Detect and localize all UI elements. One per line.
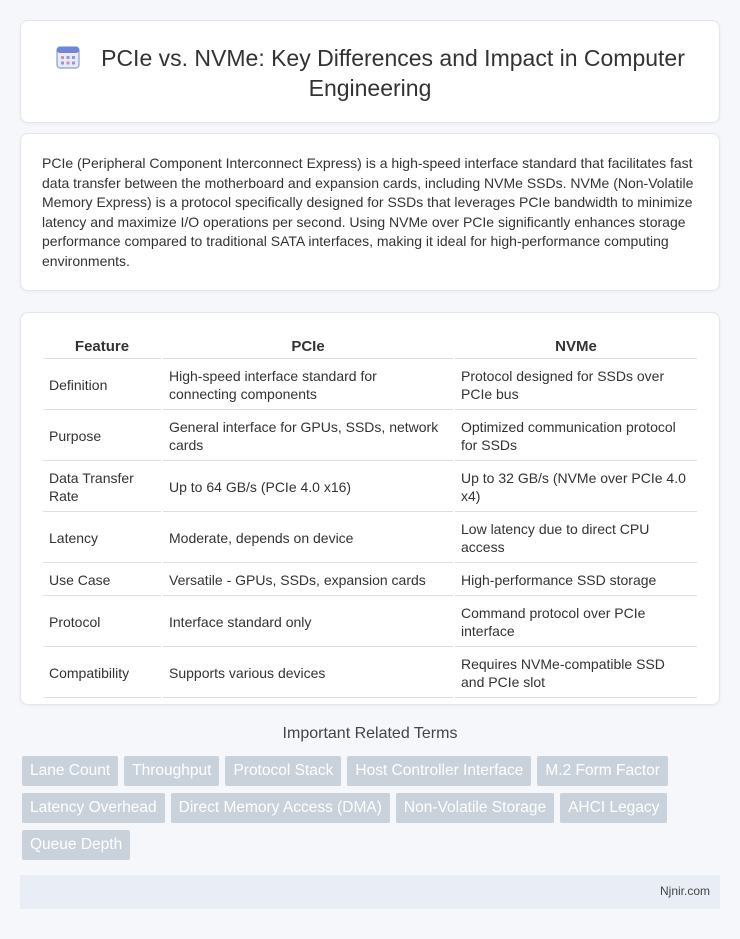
table-row — [43, 463, 697, 512]
row-feature: Compatibility — [43, 649, 161, 698]
table-row — [43, 598, 697, 647]
row-feature: Use Case — [43, 565, 161, 596]
header-pcie: PCIe — [163, 335, 453, 359]
related-term-tag[interactable]: Latency Overhead — [22, 793, 165, 823]
header-feature: Feature — [43, 335, 161, 359]
related-term-tag[interactable]: Lane Count — [22, 756, 118, 786]
related-term-tag[interactable]: Direct Memory Access (DMA) — [171, 793, 390, 823]
row-nvme: Requires NVMe-compatible SSD and PCIe slot — [455, 649, 697, 698]
row-feature: Purpose — [43, 412, 161, 461]
row-pcie: Moderate, depends on device — [163, 514, 453, 563]
table-header-row — [43, 335, 697, 359]
table-row — [43, 565, 697, 596]
row-feature: Data Transfer Rate — [43, 463, 161, 512]
footer-brand[interactable]: Njnir.com — [659, 884, 710, 898]
page-title: PCIe vs. NVMe: Key Differences and Impact in Computer Engineering — [101, 45, 685, 101]
row-nvme: Protocol designed for SSDs over PCIe bus — [455, 361, 697, 410]
table-row — [43, 361, 697, 410]
footer — [20, 875, 720, 909]
comparison-table-card — [20, 312, 720, 705]
row-feature: Definition — [43, 361, 161, 410]
title-card — [20, 20, 720, 123]
related-term-tag[interactable]: AHCI Legacy — [560, 793, 667, 823]
row-feature: Latency — [43, 514, 161, 563]
page-title-wrap — [41, 43, 699, 103]
table-row — [43, 412, 697, 461]
row-pcie: Up to 64 GB/s (PCIe 4.0 x16) — [163, 463, 453, 512]
row-nvme: Up to 32 GB/s (NVMe over PCIe 4.0 x4) — [455, 463, 697, 512]
intro-card — [20, 133, 720, 291]
calendar-icon — [55, 44, 81, 70]
comparison-table — [41, 333, 699, 700]
intro-paragraph: PCIe (Peripheral Component Interconnect Express) is a high-speed interface standard that facilitates fast data transfer between the motherboard and expansion cards, including NVMe SSDs. NVMe (Non-Volatile Memory Express) is a protocol specifically designed for SSDs that leverages PCIe bandwidth to minimize latency and maximize I/O operations per second. Using NVMe over PCIe significantly enhances storage performance compared to traditional SATA interfaces, making it ideal for high-performance computing environments. — [42, 155, 694, 269]
related-term-tag[interactable]: M.2 Form Factor — [537, 756, 668, 786]
related-term-tag[interactable]: Host Controller Interface — [347, 756, 531, 786]
related-terms-list — [22, 756, 702, 860]
related-term-tag[interactable]: Queue Depth — [22, 830, 130, 860]
row-pcie: General interface for GPUs, SSDs, network cards — [163, 412, 453, 461]
row-nvme: Optimized communication protocol for SSDs — [455, 412, 697, 461]
row-nvme: Low latency due to direct CPU access — [455, 514, 697, 563]
related-terms-title: Important Related Terms — [282, 725, 458, 742]
row-pcie: High-speed interface standard for connecting components — [163, 361, 453, 410]
table-row — [43, 514, 697, 563]
related-term-tag[interactable]: Throughput — [124, 756, 219, 786]
row-pcie: Versatile - GPUs, SSDs, expansion cards — [163, 565, 453, 596]
row-feature: Protocol — [43, 598, 161, 647]
related-term-tag[interactable]: Protocol Stack — [225, 756, 341, 786]
header-nvme: NVMe — [455, 335, 697, 359]
row-nvme: High-performance SSD storage — [455, 565, 697, 596]
row-pcie: Interface standard only — [163, 598, 453, 647]
related-term-tag[interactable]: Non-Volatile Storage — [396, 793, 554, 823]
row-pcie: Supports various devices — [163, 649, 453, 698]
row-nvme: Command protocol over PCIe interface — [455, 598, 697, 647]
table-row — [43, 649, 697, 698]
